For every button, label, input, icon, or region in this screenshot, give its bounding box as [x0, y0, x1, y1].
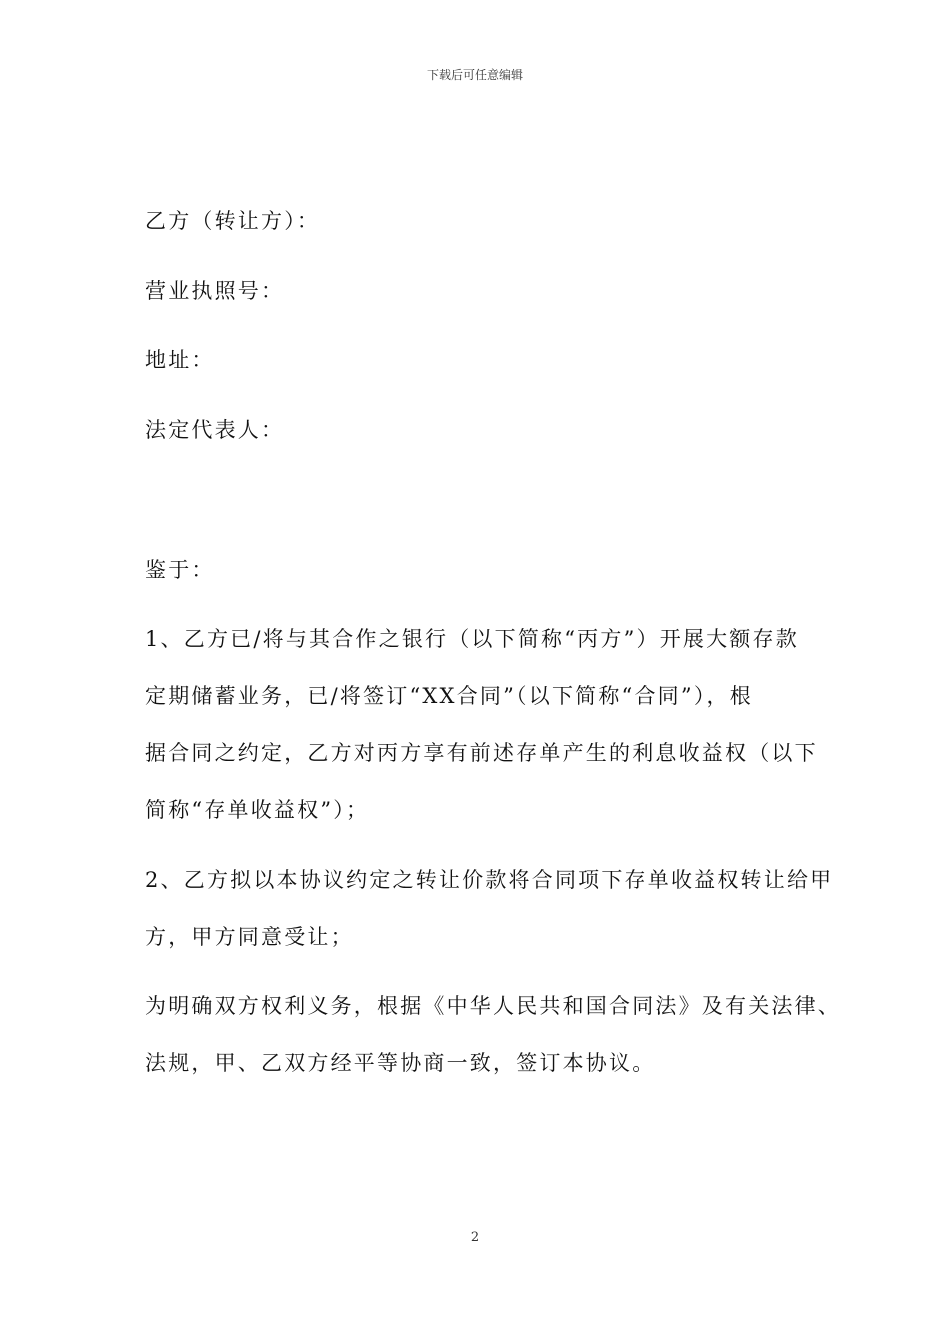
- address-label: 地址：: [145, 348, 215, 372]
- page-header: 下载后可任意编辑: [426, 68, 523, 82]
- conclusion-line-1: 为明确双方权利义务，根据《中华人民共和国合同法》及有关法律、: [145, 994, 841, 1018]
- conclusion-line-2: 法规，甲、乙双方经平等协商一致，签订本协议。: [145, 1051, 656, 1075]
- party-b-label: 乙方（转让方）：: [145, 209, 321, 233]
- recital-1-line-1: 1、乙方已/将与其合作之银行（以下简称“丙方”）开展大额存款: [145, 627, 799, 651]
- recital-2-line-2: 方，甲方同意受让；: [145, 925, 354, 949]
- recital-1-line-4: 简称“存单收益权”）；: [145, 798, 370, 822]
- recitals-heading: 鉴于：: [145, 558, 215, 582]
- recital-1-line-3: 据合同之约定，乙方对丙方享有前述存单产生的利息收益权（以下: [145, 741, 818, 765]
- legal-representative-label: 法定代表人：: [145, 418, 285, 442]
- page-number: 2: [470, 1230, 480, 1245]
- license-number-label: 营业执照号：: [145, 279, 285, 303]
- recital-2-line-1: 2、乙方拟以本协议约定之转让价款将合同项下存单收益权转让给甲: [145, 868, 834, 892]
- recital-1-line-2: 定期储蓄业务，已/将签订“XX合同”（以下简称“合同”），根: [145, 684, 753, 708]
